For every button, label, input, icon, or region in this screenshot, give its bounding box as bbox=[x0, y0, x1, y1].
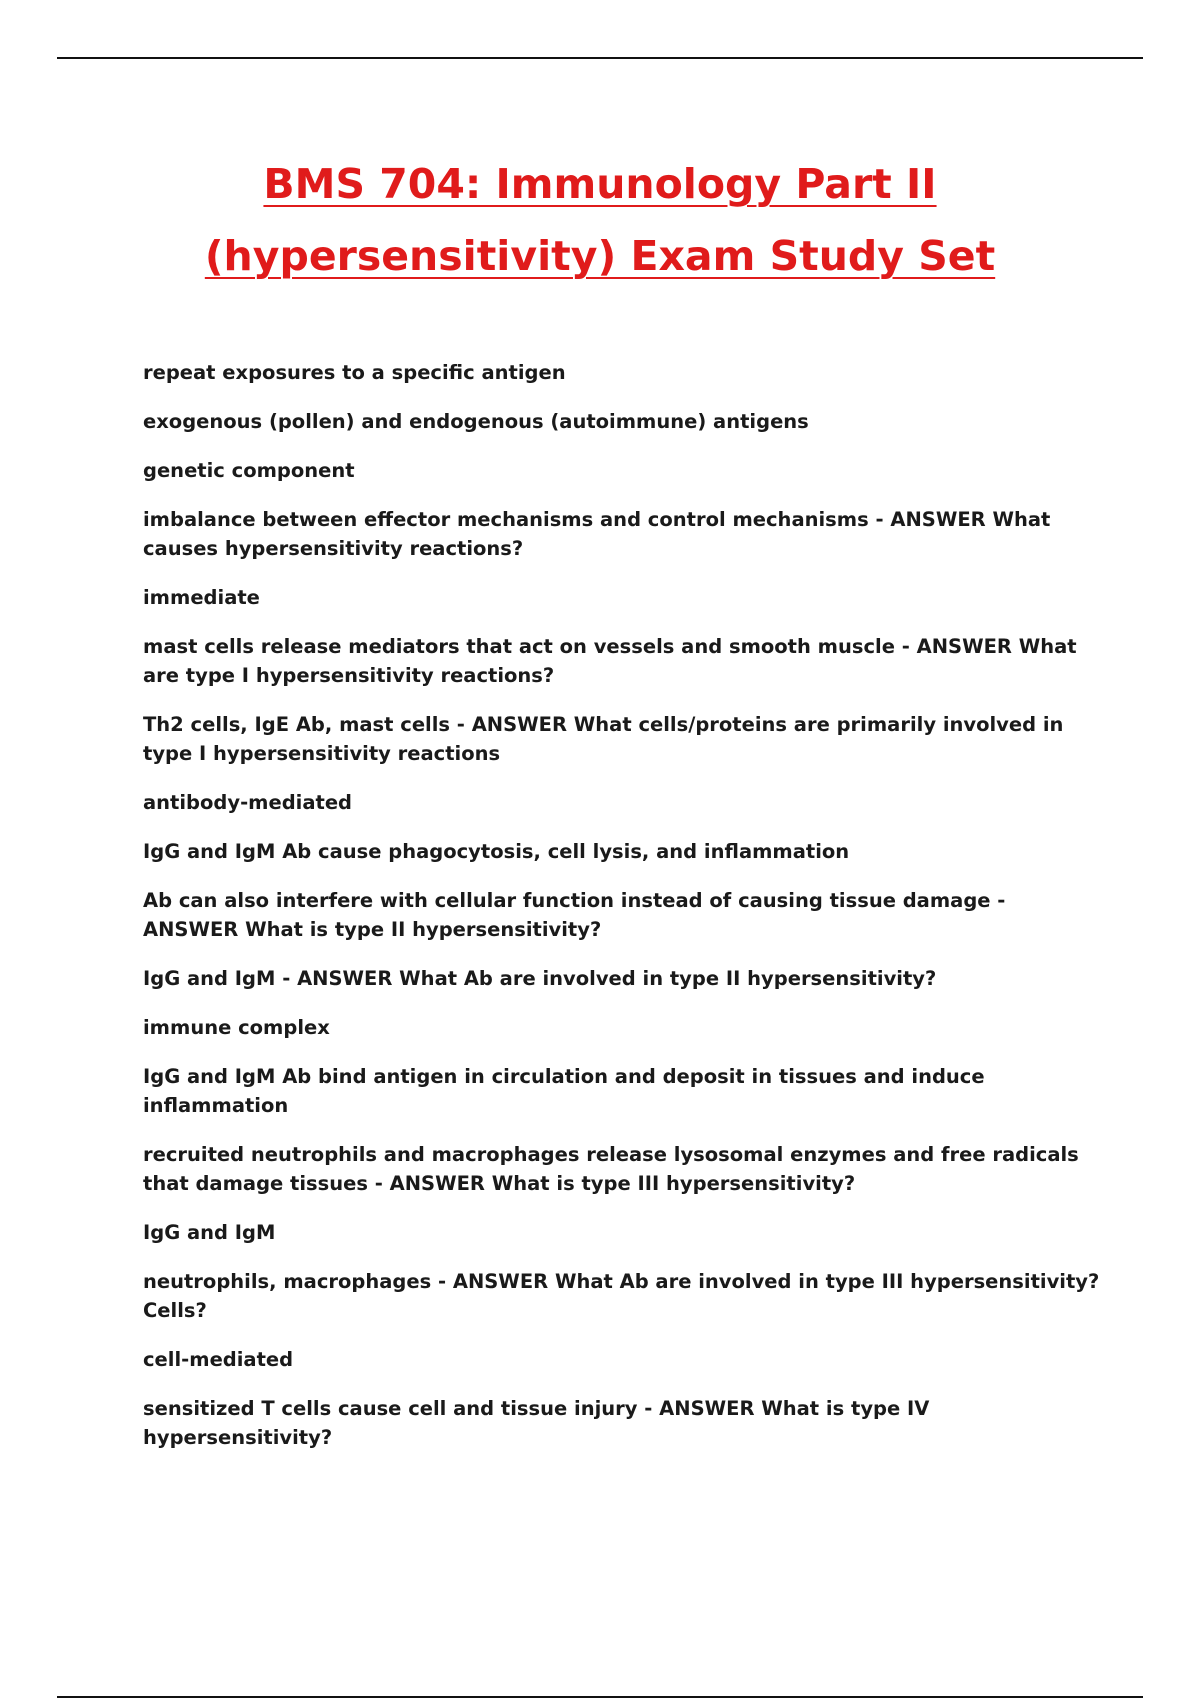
top-rule bbox=[57, 57, 1143, 59]
study-item: IgG and IgM Ab bind antigen in circulation and deposit in tissues and induce inflammation bbox=[143, 1065, 985, 1117]
study-item: IgG and IgM Ab cause phagocytosis, cell lysis, and inflammation bbox=[143, 840, 850, 863]
study-item: exogenous (pollen) and endogenous (autoimmune) antigens bbox=[143, 410, 809, 433]
study-item: neutrophils, macrophages - ANSWER What Ab are involved in type III hypersensitivity? Cells? bbox=[143, 1270, 1100, 1322]
study-item: Ab can also interfere with cellular function instead of causing tissue damage - ANSWER What is type II hypersensitivity? bbox=[143, 889, 1006, 941]
study-item: sensitized T cells cause cell and tissue injury - ANSWER What is type IV hypersensitivity? bbox=[143, 1397, 930, 1449]
study-item: immune complex bbox=[143, 1016, 330, 1039]
study-item: cell-mediated bbox=[143, 1348, 294, 1371]
study-item: recruited neutrophils and macrophages release lysosomal enzymes and free radicals that damage tissues - ANSWER What is type III hypersensitivity? bbox=[143, 1143, 1079, 1195]
study-item: repeat exposures to a specific antigen bbox=[143, 361, 566, 384]
study-item: IgG and IgM - ANSWER What Ab are involved in type II hypersensitivity? bbox=[143, 967, 937, 990]
title-line-1: BMS 704: Immunology Part II bbox=[263, 160, 937, 208]
bottom-rule bbox=[57, 1696, 1143, 1698]
study-item: immediate bbox=[143, 586, 260, 609]
study-items-list bbox=[143, 358, 1103, 1472]
title-line-2: (hypersensitivity) Exam Study Set bbox=[204, 232, 996, 280]
study-item: Th2 cells, IgE Ab, mast cells - ANSWER What cells/proteins are primarily involved in type I hypersensitivity reactions bbox=[143, 713, 1064, 765]
study-item: antibody-mediated bbox=[143, 791, 353, 814]
study-item: mast cells release mediators that act on vessels and smooth muscle - ANSWER What are type I hypersensitivity reactions? bbox=[143, 635, 1077, 687]
page-title bbox=[60, 148, 1140, 292]
study-item: imbalance between effector mechanisms and control mechanisms - ANSWER What causes hypersensitivity reactions? bbox=[143, 508, 1051, 560]
study-item: IgG and IgM bbox=[143, 1221, 276, 1244]
study-item: genetic component bbox=[143, 459, 355, 482]
